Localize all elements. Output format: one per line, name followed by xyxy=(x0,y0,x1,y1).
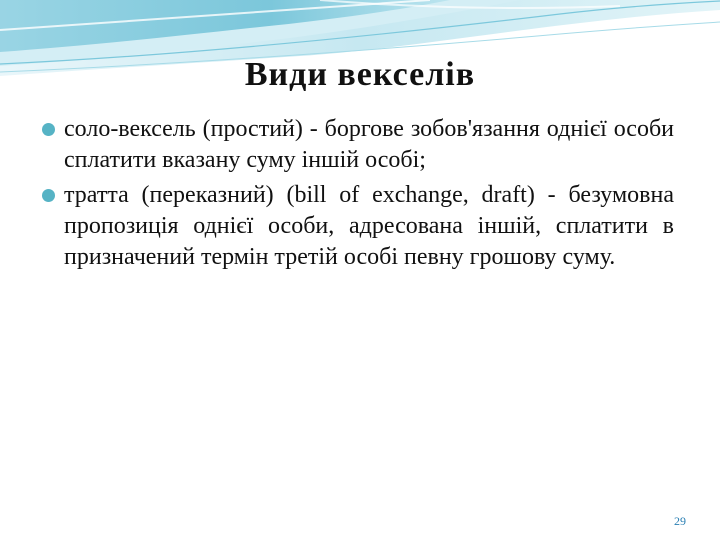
list-item xyxy=(40,180,674,273)
list-item xyxy=(40,114,674,176)
bullet-icon xyxy=(42,123,55,136)
page-number: 29 xyxy=(674,514,686,528)
bullet-icon xyxy=(42,189,55,202)
list-item-text: соло-вексель (простий) - боргове зобов'язання однієї особи сплатити вказану суму іншій особі; xyxy=(64,116,674,173)
bullet-list xyxy=(40,114,674,277)
list-item-text: тратта (переказний) (bill of exchange, draft) - безумовна пропозиція однієї особи, адресована іншій, сплатити в призначений термін третій особі певну грошову суму. xyxy=(64,182,674,270)
slide-title: Види векселів xyxy=(244,56,476,93)
